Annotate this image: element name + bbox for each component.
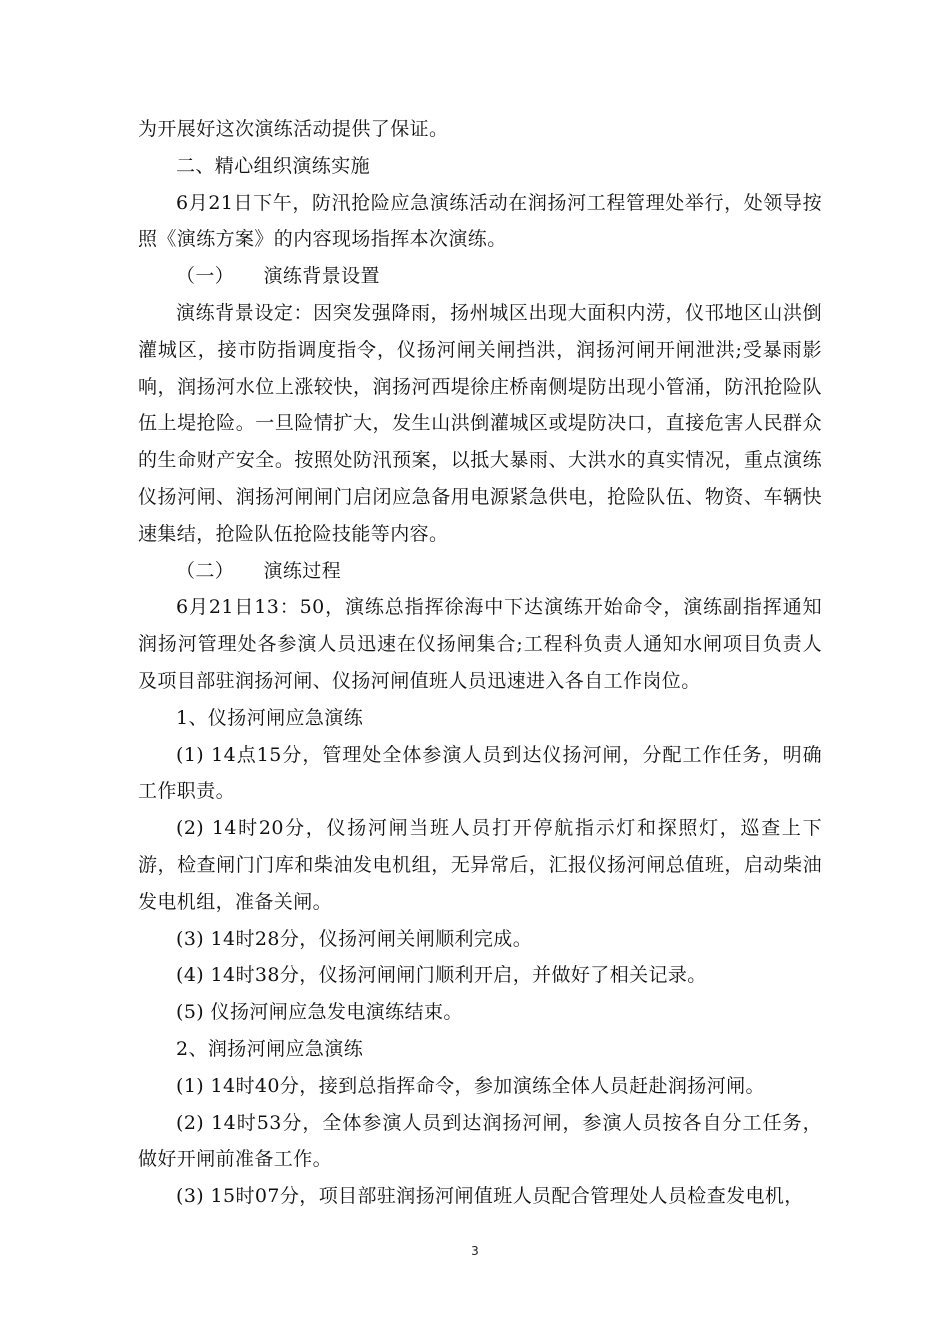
body-text bbox=[138, 111, 822, 1215]
list-item: (3) 15时07分，项目部驻润扬河闸值班人员配合管理处人员检查发电机， bbox=[176, 1185, 804, 1208]
paragraph: 演练背景设定：因突发强降雨，扬州城区出现大面积内涝，仪邗地区山洪倒灌城区，接市防指调度指令，仪扬河闸关闸挡洪，润扬河闸开闸泄洪;受暴雨影响，润扬河水位上涨较快，润扬河西堤徐庄桥南侧堤防出现小管涌，防汛抢险队伍上堤抢险。一旦险情扩大，发生山洪倒灌城区或堤防决口，直接危害人民群众的生命财产安全。按照处防汛预案，以抵大暴雨、大洪水的真实情况，重点演练仪扬河闸、润扬河闸闸门启闭应急备用电源紧急供电，抢险队伍、物资、车辆快速集结，抢险队伍抢险技能等内容。 bbox=[138, 301, 822, 545]
list-item: (5) 仪扬河闸应急发电演练结束。 bbox=[176, 1001, 463, 1024]
list-item: (3) 14时28分，仪扬河闸关闸顺利完成。 bbox=[176, 927, 533, 950]
subsection-heading: （二） 演练过程 bbox=[176, 559, 342, 582]
list-item: (4) 14时38分，仪扬河闸闸门顺利开启，并做好了相关记录。 bbox=[176, 964, 707, 987]
item-heading: 2、润扬河闸应急演练 bbox=[176, 1037, 364, 1060]
item-heading: 1、仪扬河闸应急演练 bbox=[176, 706, 364, 729]
list-item: (1) 14时40分，接到总指挥命令，参加演练全体人员赶赴润扬河闸。 bbox=[176, 1074, 765, 1097]
paragraph: 6月21日13：50，演练总指挥徐海中下达演练开始命令，演练副指挥通知润扬河管理处各参演人员迅速在仪扬闸集合;工程科负责人通知水闸项目负责人及项目部驻润扬河闸、仪扬河闸值班人员迅速进入各自工作岗位。 bbox=[138, 596, 822, 692]
list-item: (2) 14时53分，全体参演人员到达润扬河闸，参演人员按各自分工任务，做好开闸前准备工作。 bbox=[138, 1111, 822, 1171]
list-item: (1) 14点15分，管理处全体参演人员到达仪扬河闸，分配工作任务，明确工作职责。 bbox=[138, 743, 822, 803]
paragraph: 6月21日下午，防汛抢险应急演练活动在润扬河工程管理处举行，处领导按照《演练方案》的内容现场指挥本次演练。 bbox=[138, 191, 822, 251]
page-number: 3 bbox=[471, 1244, 479, 1258]
subsection-heading: （一） 演练背景设置 bbox=[176, 265, 380, 288]
list-item: (2) 14时20分，仪扬河闸当班人员打开停航指示灯和探照灯，巡查上下游，检查闸门门库和柴油发电机组，无异常后，汇报仪扬河闸总值班，启动柴油发电机组，准备关闸。 bbox=[138, 817, 822, 913]
section-heading: 二、精心组织演练实施 bbox=[176, 154, 371, 177]
paragraph: 为开展好这次演练活动提供了保证。 bbox=[138, 118, 449, 140]
